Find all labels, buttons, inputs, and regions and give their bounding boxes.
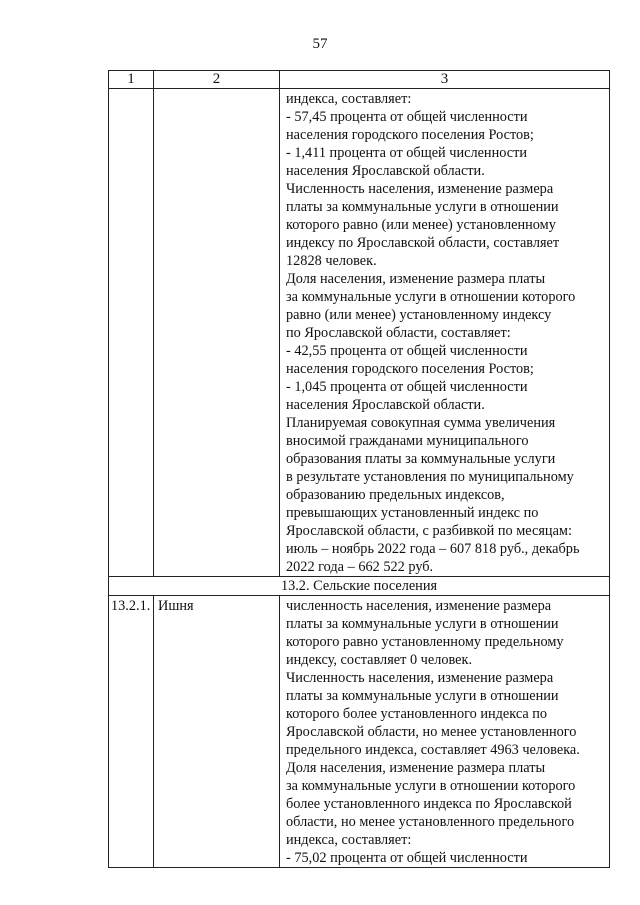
text-line: равно (или менее) установленному индексу [286,307,552,323]
text-line: Планируемая совокупная сумма увеличения [286,415,556,431]
text-line: за коммунальные услуги в отношении которого [286,289,576,305]
text-line: по Ярославской области, составляет: [286,325,511,341]
row-number-cell [109,89,154,577]
text-line: индекса, составляет: [286,91,412,107]
text-line: июль – ноябрь 2022 года – 607 818 руб., декабрь [286,541,580,557]
text-line: - 75,02 процента от общей численности [286,850,528,866]
text-line: которого равно установленному предельному [286,634,564,650]
text-line: образования платы за коммунальные услуги [286,451,556,467]
text-line: Ярославской области, но менее установленного [286,724,577,740]
text-line: индексу, составляет 0 человек. [286,652,473,668]
section-row [109,577,610,596]
row-description-cell [280,89,610,577]
text-line: Численность населения, изменение размера [286,670,554,686]
text-line: платы за коммунальные услуги в отношении [286,199,559,215]
text-line: населения Ярославской области. [286,163,485,179]
text-line: - 1,045 процента от общей численности [286,379,528,395]
header-row [109,71,610,89]
text-line: предельного индекса, составляет 4963 человека. [286,742,580,758]
text-line: платы за коммунальные услуги в отношении [286,616,559,632]
header-cell-1: 1 [109,71,154,89]
text-line: индексу по Ярославской области, составляет [286,235,560,251]
table-row [109,89,610,577]
text-line: Доля населения, изменение размера платы [286,760,546,776]
text-line: более установленного индекса по Ярославской [286,796,572,812]
header-cell-3: 3 [280,71,610,89]
row-name-cell [154,89,280,577]
text-line: населения городского поселения Ростов; [286,127,534,143]
row-name-cell: Ишня [154,596,280,868]
row-number-cell: 13.2.1. [109,596,154,868]
text-line: 12828 человек. [286,253,377,269]
row-description-cell [280,596,610,868]
section-title: 13.2. Сельские поселения [109,577,610,596]
table-row [109,596,610,868]
text-line: - 42,55 процента от общей численности [286,343,528,359]
text-line: образованию предельных индексов, [286,487,505,503]
text-line: вносимой гражданами муниципального [286,433,529,449]
text-line: - 1,411 процента от общей численности [286,145,527,161]
text-line: Доля населения, изменение размера платы [286,271,546,287]
text-line: платы за коммунальные услуги в отношении [286,688,559,704]
text-line: населения Ярославской области. [286,397,485,413]
text-line: в результате установления по муниципальному [286,469,574,485]
text-line: за коммунальные услуги в отношении которого [286,778,576,794]
text-line: Ярославской области, с разбивкой по месяцам: [286,523,572,539]
text-line: Численность населения, изменение размера [286,181,554,197]
data-table [108,70,610,868]
table-container [108,70,609,866]
text-line: - 57,45 процента от общей численности [286,109,528,125]
text-line: которого более установленного индекса по [286,706,548,722]
text-line: превышающих установленный индекс по [286,505,539,521]
text-line: индекса, составляет: [286,832,412,848]
text-line: области, но менее установленного предельного [286,814,575,830]
text-line: населения городского поселения Ростов; [286,361,534,377]
page-number: 57 [312,36,328,52]
text-line: которого равно (или менее) установленному [286,217,556,233]
header-cell-2: 2 [154,71,280,89]
text-line: 2022 года – 662 522 руб. [286,559,434,575]
text-line: численность населения, изменение размера [286,598,552,614]
